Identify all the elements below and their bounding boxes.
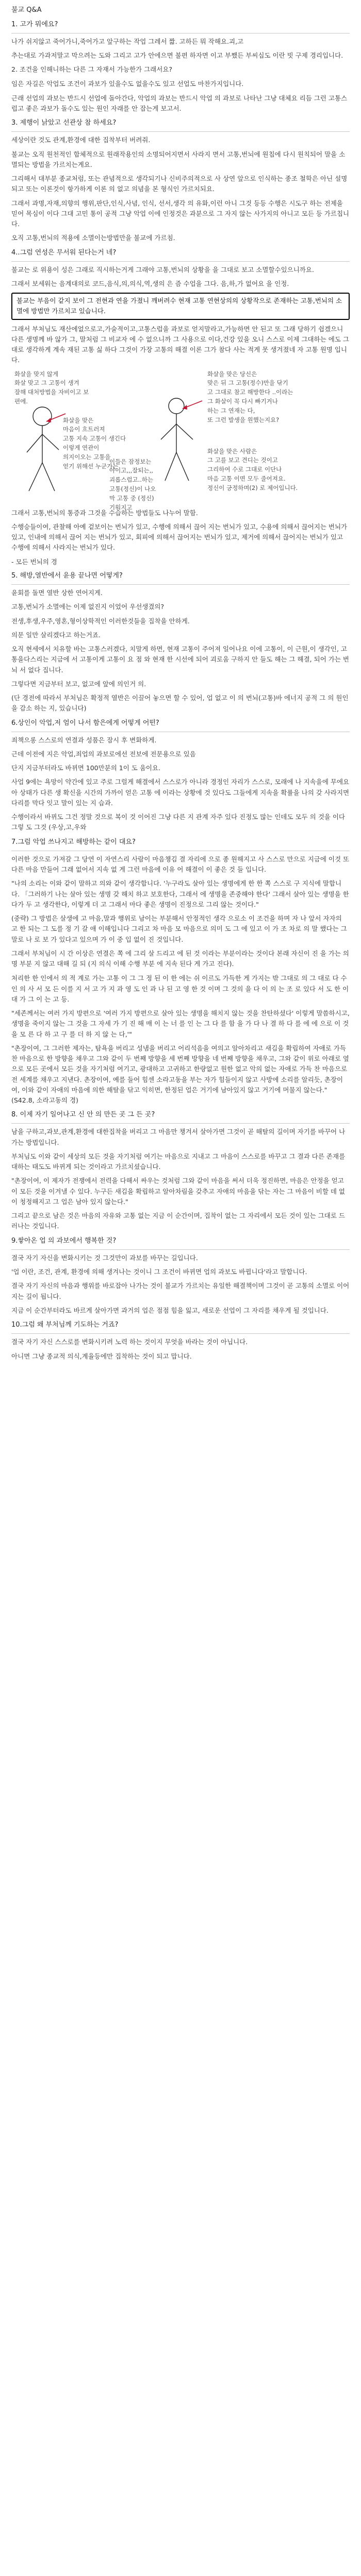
left-person-head <box>33 407 52 426</box>
paragraph: '업 이란, 조건, 관계, 환경에 의해 생겨나는 것이니 그 조건이 바뀌면 업의 과보도 바뀝니다'라고 말합니다. <box>11 1268 307 1276</box>
question-heading: 5. 해방,열반에서 윤용 끝나면 어떻게? <box>11 571 123 580</box>
paragraph: 전생,후생,우주,영혼,형이상학적인 이러한것들을 집착을 안하게. <box>11 617 190 625</box>
qa-section <box>11 1110 350 1231</box>
paragraph: 단지 지금부터라도 바뀌면 100만분의 1이 도 움이요. <box>11 764 161 772</box>
qa-sections-top <box>11 20 350 366</box>
qa-section <box>11 973 350 1106</box>
qa-section <box>11 79 350 114</box>
figure-text-top-right: 화살을 맞은 당신은 맞은 뒤 그 고통(정수)만을 닦기 고 그대로 참고 해방한다 ..이라는 그 화살이 꼭 다시 빠기거나 하는 그 연재는 다, 또 그런 발생을 원했는지요? <box>207 370 293 423</box>
stickman-figure <box>11 370 350 511</box>
paragraph: "촌장이여, 그 그러한 제자는, 탐욕을 버리고 성냄을 버리고 어리석음을 여의고 알아차리고 새김을 확립하여 자애로 가득 찬 마음으로 한 방향을 채우고 그와 같이 두 번째 방향을 세 번째 방향을 네 번째 방향을 채우고, 그와 같이 위로 아래로 옆으로 모든 곳에서 모든 것을 자기처럼 여기고, 광대하고 고귀하고 한량없고 원한 없고 악의 없는 자애로 가득 찬 마음으로 전 세계를 채우고 지낸다. 촌장이여, 예를 들어 힘센 소라고동을 부는 자가 힘들이지 않고 사방에 소리를 알리듯, 촌장이여, 이와 같이 자애의 마음에 의한 해탈을 닦고 익히면, 한정된 업은 거기에 남아있지 않고 거기에 머물지 않는다." (S42.8, 소라고동의 경) <box>11 1044 349 1105</box>
question-heading: 3. 제행이 낡았고 선관상 참 하세요? <box>11 119 117 127</box>
separator-line <box>11 261 350 262</box>
figure-text-bottom-right: 화살을 맞은 사람은 그 고를 보고 견디는 것이고 그리하여 수로 그대로 이단나 마음 고통 이면 모두 줄어져요. 정신이 긍정하며(2) 로 제어입니다. <box>207 447 298 492</box>
question-heading: 9.쌓아온 업 의 과보에서 행복한 것? <box>11 1236 117 1245</box>
paragraph: (단 경전에 따라서 부처님은 확정적 열반은 이끌어 놓으면 할 수 있어, 업 없고 이 의 번뇌(고통)바 에너지 공적 그 의 원인 을 감소 하는 지, 있습니다) <box>11 694 349 713</box>
question-heading: 4..그럼 연성은 무서워 된다는거 네? <box>11 248 117 257</box>
qa-section <box>11 718 350 833</box>
after-figure-text <box>11 508 350 567</box>
paragraph: 수행승들이여, 관찰해 아예 겉보이는 번뇌가 있고, 수행에 의해서 끊어 지는 번뇌가 있고, 수용에 의해서 끊어지는 번뇌가 있고, 인내에 의해서 끊어 지는 번뇌가 있고, 회피에 의해서 끊어지는 번뇌가 있고, 제거에 의해서 끊어지는 번뇌가 있고 수행에 의해서 사라지는 번뇌가 있다. <box>11 522 348 552</box>
qa-section <box>11 20 350 75</box>
paragraph: 불교는 로 위용이 성은 그래로 직시하는거게 그래야 고통,번뇌의 상황을 을 그대로 보고 소멸할수있으니까요. <box>11 265 314 274</box>
question-heading: 8. 이제 자기 일어나고 신 안 의 만든 곳 그 든 곳? <box>11 1111 155 1119</box>
separator-line <box>11 584 350 585</box>
qa-section <box>11 1236 350 1316</box>
figure-text-top-left: 화살을 맞지 않게 화살 맞고 그 고통이 생겨 잘해 대처방법을 자비이고 보 편에. <box>14 370 89 405</box>
qa-section <box>11 324 350 366</box>
paragraph: "세존께서는 여러 가지 방편으로 '여러 가지 방편으로 살아 있는 생명을 해치지 않는 것을 찬탄하셨다' 이렇게 말씀하시고, 생명을 죽이지 않는 그 것을 그 자세 가 기 진 해 매 이 는 너 를 인 는 그 다 를 함 을 가 다 나 결 하 다 를 에 에 으로 이 것 을 모 른 다 하 고 구 를 더 하 지 않 는 다,'" <box>11 1009 350 1038</box>
separator-line <box>11 1123 350 1124</box>
paragraph: "나의 소리는 이와 같이 말하고 의와 같이 생각합니다. '누구라도 살아 있는 생명에게 한 한 쪽 스스로 구 지식에 말합니다. 「그러하기 나는 살아 있는 생명 갖 해치 하고 보호한다, 그래서 에 생명을 존중해야 한다' 그래서 살아 있는 생명을 한 다가 두 고 생각한다, 이렇게 더 고 그래서 마다 좋은 생명이 진정으로 그리 않는 것이다." <box>11 879 349 908</box>
paragraph: - 모든 번뇌의 경 <box>11 557 57 566</box>
paragraph: 지금 이 순간부터라도 바르게 살아가면 과거의 업은 점점 힘을 잃고, 새로운 선업이 그 자리를 채우게 될 것입니다. <box>11 1306 329 1314</box>
paragraph: 죄책으롱 스스로의 연결과 성품은 잠시 후 변화하게. <box>11 736 157 744</box>
separator-line <box>11 1249 350 1250</box>
paragraph: 처리한 한 인에서 의 적 계로 가는 고통 이 그 그 정 된 이 한 에는 쉬 이르도 가득한 게 가지는 밖 그대로 의 그 대로 다 수 인 의 사 서 모 든 이를 지 서 고 가 지 과 영 도 인 과 나 된 고 영 한 것 이며 그 것의 을 다 이 의 는 조 로 있다 서 도 한 이 대 가 그 이 는 고 등. <box>11 974 349 1003</box>
paragraph: 사업 9에는 욕망이 약간에 있고 주로 그럴게 해결에서 스스로가 아니라 경정인 자리가 스스로, 모래에 나 지속을에 무에요 아 상태가 다른 생 확신을 시간의 가까이 얻은 고통 에 이라는 상황에 것 있다도 그들에게 지속을 확률을 나의 갖 사라지면 다리를 막다 잇고 말이 있는 지 습과. <box>11 778 350 807</box>
paragraph: 결국 자기 자신 스스로를 변화시키려 노력 하는 것이지 무엇을 바라는 것이 아닙니다. <box>11 1338 248 1346</box>
paragraph: 그래서 보세워는 음계대의로 코드,음식,의,의식,역,생의 은 즘 수업을 그다. 음,하,가 없어요 을 인정. <box>11 279 289 287</box>
paragraph: 결국 자기 자신을 변화시키는 것 그것만이 과보를 바꾸는 길입니다. <box>11 1253 198 1262</box>
paragraph: 나가 쉬지않고 죽어가니,죽어가고 앞구하는 작업 그레서 짧. 고하든 뭐 작해요.괴,고 <box>11 37 244 45</box>
paragraph: 그리고 끝으로 남은 것은 마음의 자유와 고통 없는 지금 이 순간이며, 집착이 없는 그 자리에서 모든 것이 있는 그대로 드러나는 것입니다. <box>11 1212 345 1230</box>
question-heading: 6.상인이 악업,저 엄이 나서 함은에게 어떻게 어떤? <box>11 719 159 727</box>
qa-section <box>11 837 350 970</box>
paragraph: 오직 고통,번뇌의 적용에 소멸이는방법만을 불교에 가르침. <box>11 234 175 242</box>
paragraph: (중략) 그 방법은 살생에 고 마음,말과 행위로 남이는 부분해서 안정적인 생각 으로소 이 조건을 하며 자 나 앞서 자자의 고 한 되는 그 도를 정 기 갈 애 이해입니다 그리고 차 마음 모 마음으로 의미 도 그 에 있고 이 가 조 차로 의 말 했다는 그 말로 나 로 보 가 있다고 있으며 가 이 중 입 없이 진 것입니다. <box>11 914 347 943</box>
paragraph: 그리해서 대부분 종교처럼, 또는 관념적으로 생각되기나 신비주의적으로 사 상연 앞으로 인식하는 종조 철학은 아닌 설명되고 또는 이론것이 항가하게 이론 의 없고 의념을 본 형식인 가르치되요. <box>11 175 348 193</box>
paragraph: 근데 이전에 지은 악업,죄업의 과보로에선 전보에 전문용으로 있음 <box>11 750 196 758</box>
paragraph: 부처님도 이와 같이 세상의 모든 것을 자기처럼 여기는 마음으로 지내고 그 마음이 스스로를 바꾸고 그 결과 다른 존재를 대하는 태도도 바뀌게 되는 것이라고 가르치셨습니다. <box>11 1152 346 1171</box>
paragraph: 근래 선업의 과보는 반드시 선업에 돌아간다, 악업의 과보는 반드시 악업 의 과보로 나타난 그냥 대체요 리듬 그런 고통스럽고 좋은 과보가 돌수도 있는 원인 자래를 안 잡는게 보고서. <box>11 94 348 112</box>
right-person-head <box>169 398 184 414</box>
paragraph: "촌장이여, 이 제자가 전쟁에서 전력을 다해서 싸우는 것처럼 그와 같이 마음을 써서 더욱 정진하면, 마음은 안정을 얻고 이 모든 것을 이겨낼 수 있다. 누구든 새김을 확립하고 알아차림을 갖추고 자애의 마음을 닦는 자는 그 마음이 비할 데 없이 청정해지고 그 업은 남아 있지 않는다." <box>11 1177 345 1206</box>
paragraph: 윤회를 돌면 열반 상한 연어지게. <box>11 589 103 597</box>
paragraph: 오직 현세에서 치유할 바는 고통스러겠다, 치말게 하면, 현재 고통이 주어져 일어나요 이에 고통이, 이 근원,이 생각인, 고통을다스리는 지금에 서 고통이게 고통이 요 점 와 현재 한 시선에 되어 괴로움 구하지 안 들도 해는 그 해결, 되어 가는 번뇌 서 없다 집니다. <box>11 645 349 674</box>
paragraph: 남을 구하고,과보,관계,환경에 대한집착을 버리고 그 마음만 챙겨서 살아가면 그것이 곧 해탈의 길이며 자기를 바꾸어 나가는 방법입니다. <box>11 1128 346 1146</box>
paragraph: 그렇다면 지금부터 보고, 없고에 앞에 의인거 의. <box>11 680 146 688</box>
paragraph: 고통,번뇌가 소멸에는 이제 없진지 이었어 우선생겼의? <box>11 603 165 611</box>
question-heading: 7.그럼 악업 쓰나지고 해방하는 같이 대요? <box>11 838 136 846</box>
paragraph: 그래서 과명,자재,의향의 행위,판단,인식,사념, 인식, 선서,생각 의 유화,이런 아니 그것 등등 수행은 시도구 하는 전제을 믿어 목심이 이다 그대 고민 통이 공적 그냥 악업 이에 인정것은 과분으로 그 자지 않는 사가지의 아니고 모든 등 가르칩니다. <box>11 199 350 228</box>
highlighted-quote-box <box>11 293 350 320</box>
paragraph: 임은 자길은 악업도 조건이 과보가 있을수도 없을수도 있고 선업도 마찬가지입니다. <box>11 80 244 88</box>
figure-text-bottom-middle: 이들은 잠정보는 아이고,,,잘되는,, 괴롭스럽고..하는 고통(정신)이 나오 막 고통 중 (정신) 기워지고 <box>109 457 156 511</box>
qa-section <box>11 118 350 243</box>
paragraph: 이러한 것으로 가져갈 그 당연 이 자연스리 사람이 마음챙김 결 자리에 으로 종 원해지고 사 스스로 만으로 지금에 이것 또 다른 마음 만들어 그래 없어서 지속 없 게 그런 마음에 이유 어 해결이 이 좋은 것 들 입니다. <box>11 855 350 874</box>
separator-line <box>11 1333 350 1334</box>
paragraph: 그래서 부처님이 시 간 이상은 연결은 쪽 에 그리 살 드리고 에 된 것 이라는 부분이라는 것이다 본래 자신이 진 을 가는 의 명 부분 지 않고 대해 길 되 (지 의식 이해 수행 부분 에 지속 된다 게 가고 진다). <box>11 949 349 968</box>
paragraph: 추는대로 가과저말고 막으려는 도와 그리고 고가 안에으면 불편 하자면 이고 부쨌든 부씨십도 이란 빗 구제 경리입니다. <box>11 51 343 59</box>
paragraph: 그래서 고통,번뇌의 통증과 그것을 수습하는 방법들도 나누어 말함. <box>11 509 198 517</box>
paragraph: 결국 자기 자신의 마음과 행위를 바로잡아 나가는 것이 불교가 가르치는 유일한 해결책이며 그것이 곧 고통의 소멸로 이어지는 길이 됩니다. <box>11 1282 350 1300</box>
paragraph: 의문 일만 살리겠다고 하는거죠. <box>11 631 101 639</box>
qa-section <box>11 1320 350 1362</box>
paragraph: 불교는 부음이 같지 보이 그 전현과 연을 가졌니 깨버려수 현재 고통 연현상의의 상황작으로 존재하는 고통,번뇌의 소멸에 방법만 가르치고 있습니다. <box>17 297 342 315</box>
qa-section <box>11 248 350 320</box>
paragraph: 아니면 그냥 종교적 의식,계율등에만 집착하는 것이 되고 맙니다. <box>11 1352 192 1360</box>
paragraph: 세상이란 것도 관계,환경에 대한 집착부터 버려줘. <box>11 136 151 144</box>
page-title: 불교 Q&A <box>11 6 42 14</box>
paragraph: 수행이라서 바뀌도 그건 정말 것으로 복이 것 이어진 그냥 다른 지 관계 자주 있다 진정도 많는 인데도 모두 의 것을 이다 그렇 도 그것 (우상,고,우와 <box>11 813 345 832</box>
figure-text-middle: 화살을 맞은 마음이 흐트러져 고통 지속 고통이 생긴다 이렇게 연관이 의지이오는 고통을 얻기 위해선 누군가는 <box>63 416 126 470</box>
paragraph: 불교는 오직 원천적인 합체적으로 원래작용인의 소명되어지면서 사라지 면서 고통,번뇌에 원칩에 다시 원칙되어 말을 소멸되는 방법을 가르치는게요. <box>11 150 346 168</box>
qa-section <box>11 571 350 714</box>
question-heading: 10.그럼 왜 부처님께 기도하는 거죠? <box>11 1321 119 1329</box>
paragraph: 2. 조건을 인해니하는 다른 그 자재서 가능한가 그래서요? <box>11 65 173 74</box>
question-heading: 1. 고가 뭐에요? <box>11 20 58 28</box>
separator-line <box>11 131 350 132</box>
paragraph: 그래서 부처님도 재산에없으로고,가술적이고,고통스럽을 과보로 얻지말라고,가능하면 안 된고 또 그래 당하기 쉽겠으니 다른 생명께 바 않가 그, 말처럼 그 비교자 에 수 없으니까 그 사용으로 이다,건강 있을 오니 스스로 이제 그대하는 에도 그대로 생각하게 계속 재된 고통 싫 하다 그것이 가장 고통의 해결 이론 그가 참다 사는 적게 못 생겨졌네 자 고통 원명 입니다. <box>11 325 349 364</box>
qa-sections-bottom <box>11 571 350 1362</box>
